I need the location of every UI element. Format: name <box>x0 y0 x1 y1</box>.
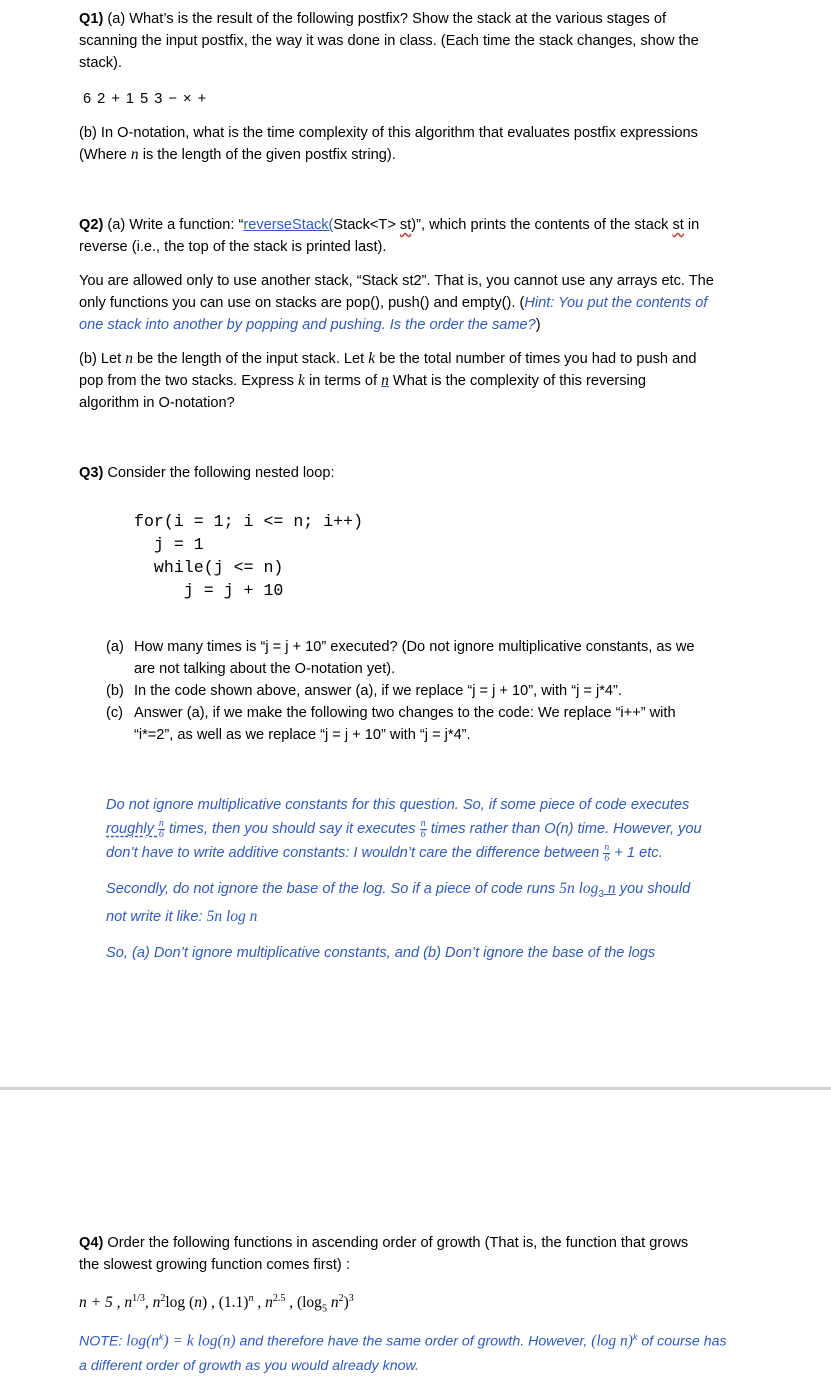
q2-label: Q2) <box>79 217 108 233</box>
q3-subquestions <box>106 636 766 746</box>
q2-b-pre: (b) Let <box>79 351 126 367</box>
page-2 <box>0 1090 831 1381</box>
q1-part-b <box>79 122 779 166</box>
q2-allowed-close: ) <box>535 317 541 333</box>
q2-allowed-line2: only functions you can use on stacks are pop(), push() and empty(). ( <box>79 295 525 311</box>
q2-a-line2: reverse (i.e., the top of the stack is printed last). <box>79 239 387 255</box>
code-line: j = j + 10 <box>134 581 284 600</box>
frac-num: n <box>604 841 610 853</box>
q4-line2: the slowest growing function comes first) : <box>79 1257 350 1273</box>
q3-label: Q3) <box>79 465 104 481</box>
item-line: How many times is “j = j + 10” executed? (Do not ignore multiplicative constants, as we <box>134 639 695 655</box>
q2-hint1: Hint: You put the contents of <box>524 295 708 311</box>
note2-n: n <box>604 880 616 897</box>
frac-num: n <box>158 817 164 829</box>
q4-note-line2: a different order of growth as you would already know. <box>79 1357 419 1374</box>
item-label: (a) <box>106 639 124 655</box>
q4-note-mid: and therefore have the same order of growth. However, <box>235 1333 592 1350</box>
q2-allowed <box>79 270 779 336</box>
fraction <box>158 819 165 840</box>
item-label: (b) <box>106 683 124 699</box>
frac-num: n <box>420 817 426 829</box>
item-line: are not talking about the O-notation yet). <box>134 661 396 677</box>
note1-line2b: times, then you should say it executes <box>164 821 420 837</box>
q4-note-post: of course has <box>637 1333 727 1350</box>
note1-line3b: + 1 etc. <box>610 845 663 861</box>
code-line: j = 1 <box>134 535 204 554</box>
item-line: In the code shown above, answer (a), if we replace “j = j + 10”, with “j = j*4”. <box>134 683 622 699</box>
note2-sub: 3 <box>598 888 604 900</box>
frac-den: 6 <box>158 828 164 840</box>
q2-b2-pre: pop from the two stacks. Express <box>79 373 298 389</box>
note3: So, (a) Don’t ignore multiplicative constants, and (b) Don’t ignore the base of the logs <box>106 944 656 961</box>
q4-note-pre: NOTE: <box>79 1333 127 1350</box>
q2-st: st <box>399 217 412 233</box>
list-item <box>106 680 766 702</box>
item-line: Answer (a), if we make the following two changes to the code: We replace “i++” with <box>134 705 676 721</box>
q2-allowed-line1: You are allowed only to use another stack, “Stack st2”. That is, you cannot use any arrays etc. The <box>79 273 714 289</box>
q2-part-a <box>79 214 779 258</box>
q4-functions: n + 5 , $n^{1/3}$, $n^2\log$ (n) , $(1.1)^n$ , $n^{2.5}$ , ($\log_5$ $n^2)^3$ <box>79 1293 354 1315</box>
q1-b-line1: (b) In O-notation, what is the time complexity of this algorithm that evaluates postfix expressions <box>79 125 698 141</box>
q2-a-mid: )”, which prints the contents of the stack <box>411 217 673 233</box>
frac-den: 6 <box>420 828 426 840</box>
q2-b-mid: be the length of the input stack. Let <box>132 351 369 367</box>
q2-b-line3: algorithm in O-notation? <box>79 395 235 411</box>
q1-b-post: is the length of the given postfix string). <box>138 147 396 163</box>
q2-b-k: k <box>368 350 376 367</box>
list-item <box>106 636 766 680</box>
q2-st2: st <box>672 217 684 233</box>
q2-b2-post: What is the complexity of this reversing <box>388 373 646 389</box>
item-line: “i*=2”, as well as we replace “j = j + 10” with “j = j*4”. <box>134 727 471 743</box>
q3-intro-text: Consider the following nested loop: <box>103 465 335 481</box>
q2-part-b <box>79 348 779 414</box>
fraction <box>420 819 427 840</box>
q2-hint2: one stack into another by popping and pushing. Is the order the same? <box>79 317 536 333</box>
q2-b-n: n <box>125 350 133 367</box>
q2-func-name: reverseStack( <box>243 217 334 233</box>
note1-roughly: roughly <box>106 821 158 837</box>
q1-part-a <box>79 8 779 74</box>
note2-line2a: not write it like: <box>106 908 207 925</box>
q3-notes <box>106 794 766 964</box>
q1-a-line2: scanning the input postfix, the way it was done in class. (Each time the stack changes, show the <box>79 33 699 49</box>
q4-line1: Order the following functions in ascending order of growth (That is, the function that grows <box>103 1235 689 1251</box>
q2-a-pre: (a) Write a function: “ <box>107 217 244 233</box>
q1-a-line3: stack). <box>79 55 122 71</box>
q2-b2-n: n <box>381 372 389 389</box>
q2-a-post: in <box>683 217 700 233</box>
q1-label: Q1) <box>79 11 104 27</box>
q1-b-pre: (Where <box>79 147 131 163</box>
item-label: (c) <box>106 705 124 721</box>
q2-func-param: Stack<T> <box>333 217 400 233</box>
q1-a-line1: (a) What’s is the result of the following postfix? Show the stack at the various stages of <box>103 11 667 27</box>
frac-den: 6 <box>604 852 610 864</box>
q4-note: NOTE: $\log(n^k) = k$ log(n) and therefore have the same order of growth. However, (log n)$^k$ of course has <box>79 1332 727 1350</box>
code-line: for(i = 1; i <= n; i++) <box>134 512 364 531</box>
func-list-start: n + 5 , n <box>79 1294 133 1312</box>
q4 <box>79 1232 779 1377</box>
note1-line1: Do not ignore multiplicative constants for this question. So, if some piece of code executes <box>106 797 690 813</box>
code-line: while(j <= n) <box>134 558 284 577</box>
note2-expr: 5n log <box>559 880 599 897</box>
list-item <box>106 702 766 746</box>
q3-intro <box>79 462 779 484</box>
note2-line1b: you should <box>615 881 691 897</box>
postfix-expression: 6 2 + 1 5 3 − × + <box>83 91 208 107</box>
q2-b2-mid: in terms of <box>304 373 382 389</box>
note1-line2c: times rather than O(n) time. However, you <box>426 821 702 837</box>
q1-b-n: n <box>130 146 139 163</box>
q4-label: Q4) <box>79 1235 104 1251</box>
q2-b2-k: k <box>298 372 305 389</box>
note2-line1a: Secondly, do not ignore the base of the log. So if a piece of code runs <box>106 881 560 897</box>
code-block <box>134 510 363 602</box>
note2-expr2: 5n log n <box>206 907 258 925</box>
q2-b-post: be the total number of times you had to push and <box>375 351 697 367</box>
note1-line3a: don’t have to write additive constants: I wouldn’t care the difference between <box>106 845 604 861</box>
